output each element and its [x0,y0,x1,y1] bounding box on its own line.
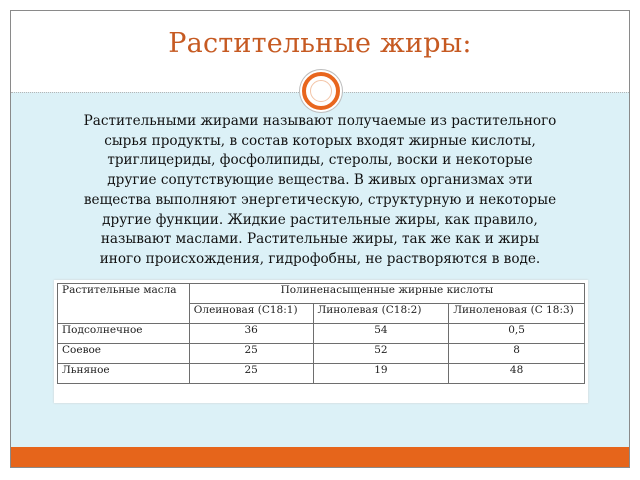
ring-ornament [302,72,340,110]
table-row [58,344,585,364]
paragraph-line: сырья продукты, в состав которых входят жирные кислоты, [104,132,536,149]
column-header: Олеиновая (С18:1) [189,304,313,324]
paragraph-line: называют маслами. Растительные жиры, так же как и жиры [100,231,540,248]
header-oils: Растительные масла [58,284,190,324]
paragraph-line: иного происхождения, гидрофобны, не растворяются в воде. [99,250,541,267]
cell-value: 48 [449,364,585,384]
cell-value: 0,5 [449,324,585,344]
fatty-acid-table [57,283,585,384]
column-header: Линолевая (С18:2) [313,304,449,324]
column-header: Линоленовая (С 18:3) [449,304,585,324]
paragraph-line: другие функции. Жидкие растительные жиры, как правило, [102,211,538,228]
footer-accent-bar [11,447,629,467]
fatty-acid-table-image [54,280,588,403]
table-row [58,364,585,384]
paragraph-line: триглицериды, фосфолипиды, стеролы, воски и некоторые [107,152,533,169]
cell-value: 36 [189,324,313,344]
cell-value: 8 [449,344,585,364]
oil-name: Подсолнечное [58,324,190,344]
oil-name: Соевое [58,344,190,364]
cell-value: 19 [313,364,449,384]
cell-value: 54 [313,324,449,344]
paragraph-line: Растительными жирами называют получаемые из растительного [83,113,557,129]
table-row [58,324,585,344]
cell-value: 25 [189,364,313,384]
slide-title: Растительные жиры: [168,28,472,59]
paragraph-line: другие сопутствующие вещества. В живых организмах эти [107,172,533,189]
cell-value: 52 [313,344,449,364]
cell-value: 25 [189,344,313,364]
header-acids: Полиненасыщенные жирные кислоты [189,284,584,304]
body-paragraph [30,112,610,270]
oil-name: Льняное [58,364,190,384]
paragraph-line: вещества выполняют энергетическую, структурную и некоторые [83,191,557,208]
